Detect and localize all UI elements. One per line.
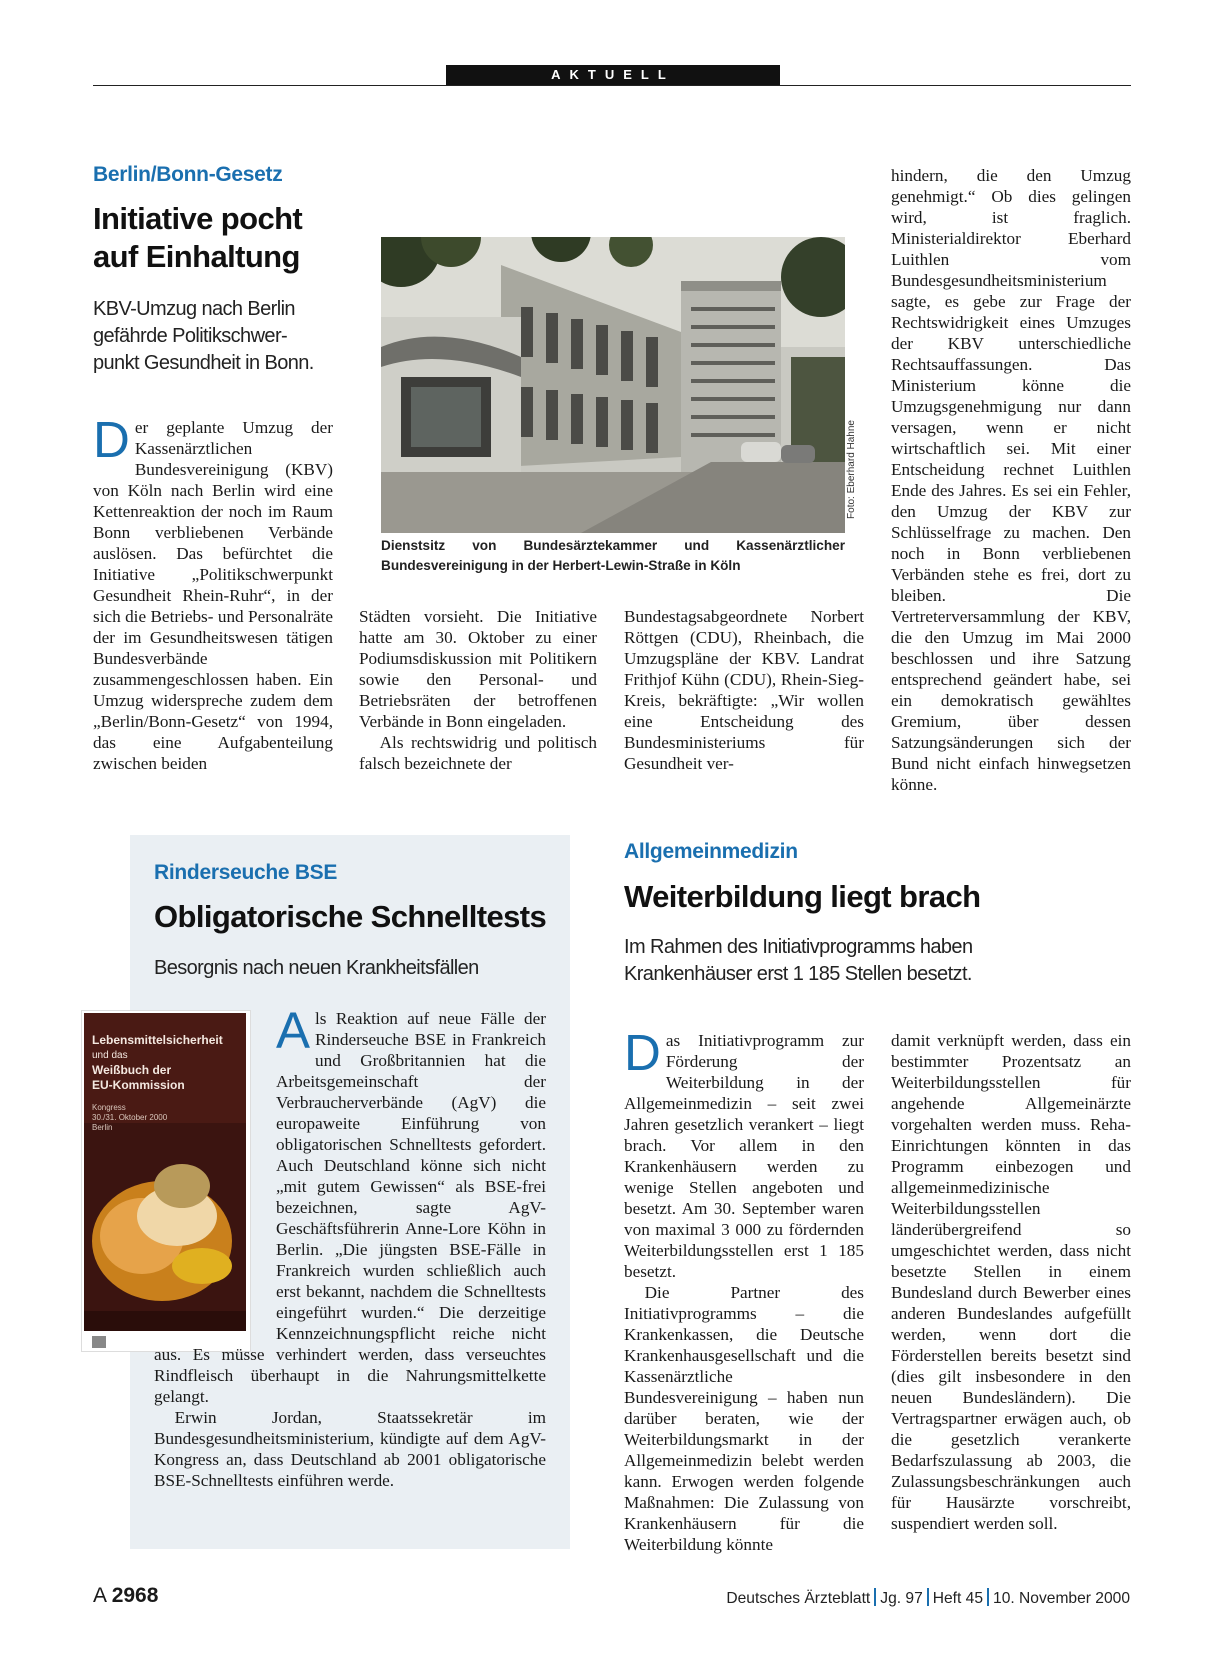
journal-name: Deutsches Ärzteblatt bbox=[726, 1590, 871, 1607]
building-photo bbox=[381, 237, 845, 533]
separator bbox=[874, 1588, 876, 1606]
article1-headline: Initiative pocht auf Einhaltung bbox=[93, 201, 303, 274]
brochure-subline: 30./31. Oktober 2000 bbox=[92, 1113, 168, 1122]
article1-kicker: Berlin/Bonn-Gesetz bbox=[93, 163, 283, 186]
photo-caption: Dienstsitz von Bundesärztekammer und Kassenärztlicher Bundesvereinigung in der Herbert-Lewin-Straße in Köln bbox=[381, 538, 845, 573]
brochure-subline: Kongress bbox=[92, 1103, 126, 1112]
dropcap: D bbox=[624, 1024, 661, 1081]
journal-volume: Jg. 97 bbox=[880, 1590, 923, 1607]
article3-kicker: Allgemeinmedizin bbox=[624, 840, 798, 863]
brochure-title-line: EU-Kommission bbox=[92, 1078, 185, 1092]
article3-column-2: damit verknüpft werden, dass ein bestimmter Prozentsatz an Weiterbildungsstellen für angehende Allgemeinärzte vorgehalten werden muss. Reha-Einrichtungen könnten in das Programm einbezogen und allgemeinmedizinische Weiterbildungsstellen länderübergreifend so umgeschichtet werden, dass nicht besetzte Stellen in einem Bundesland durch Bewerber eines anderen Bundeslandes aufgefüllt werden, wenn dort die Förderstellen bereits besetzt sind (dies gilt insbesondere in den neuen Bundesländern). Die Vertragspartner erwägen auch, ob die gesetzlich verankerte Bedarfszulassung ab 2003, die Zulassungsbeschränkungen auch für Hausärzte vorschreibt, suspendiert werden soll. bbox=[891, 1031, 1131, 1533]
article3-headline: Weiterbildung liegt brach bbox=[624, 879, 981, 914]
journal-date: 10. November 2000 bbox=[993, 1590, 1130, 1607]
section-label: AKTUELL bbox=[446, 65, 780, 85]
header-rule bbox=[93, 85, 1131, 86]
separator bbox=[987, 1588, 989, 1606]
brochure-subline: Berlin bbox=[92, 1123, 113, 1132]
article2-dek: Besorgnis nach neuen Krankheitsfällen bbox=[154, 957, 479, 979]
photo-credit: Foto: Eberhard Hahne bbox=[846, 420, 857, 519]
article1-column-2: Städten vorsieht. Die Initiative hatte am 30. Oktober zu einer Podiumsdiskussion mit Politikern sowie den Personal- und Betriebsräten der betroffenen Verbände in Bonn eingeladen. Als rechtswidrig und politisch falsch bezeichnete der bbox=[359, 607, 597, 773]
journal-info bbox=[726, 1588, 1130, 1608]
brochure-title-line: Lebensmittelsicherheit bbox=[92, 1033, 223, 1047]
article2-body: Als Reaktion auf neue Fälle der Rinderseuche BSE in Frankreich und Großbritannien hat die Arbeitsgemeinschaft der Verbraucherverbände (AgV) die europaweite Einführung von obligatorischen Schnelltests gefordert. Auch Deutschland könne sich nicht „mit gutem Gewissen“ als BSE-frei bezeichnen, sagte AgV-Geschäftsführerin Anne-Lore Köhn in Berlin. „Die jüngsten BSE-Fälle in Frankreich wurden schließlich auch erst bekannt, nachdem die Schnelltests eingeführt wurden.“ Die derzeitige Kennzeichnungspflicht reiche nicht aus. Es müsse verhindert werden, dass verseuchtes Rindfleisch überhaupt in die Nahrungsmittelkette gelangt. Erwin Jordan, Staatssekretär im Bundesgesundheitsministerium, kündigte auf dem AgV-Kongress an, dass Deutschland ab 2001 obligatorische BSE-Schnelltests einführen werde. bbox=[154, 1002, 546, 1490]
journal-issue: Heft 45 bbox=[932, 1590, 984, 1607]
page-number: A 2968 bbox=[93, 1584, 159, 1607]
article1-dek: KBV-Umzug nach Berlin gefährde Politikschwer- punkt Gesundheit in Bonn. bbox=[93, 298, 314, 374]
article1-column-3: Bundestagsabgeordnete Norbert Röttgen (CDU), Rheinbach, die Umzugspläne der KBV. Landrat Frithjof Kühn (CDU), Rhein-Sieg-Kreis, bekräftigte: „Wir wollen eine Entscheidung des Bundesministeriums für Gesundheit ver- bbox=[624, 607, 864, 773]
article3-column-1: Das Initiativprogramm zur Förderung der Weiterbildung in der Allgemeinmedizin – seit zwei Jahren gesetzlich verankert – liegt brach. Vor allem in den Krankenhäusern werden zu wenige Stellen angeboten und besetzt. Am 30. September waren von maximal 3 000 zu fördernden Weiterbildungsstellen erst 1 185 besetzt. Die Partner des Initiativprogramms – die Krankenkassen, die Deutsche Krankenhausgesellschaft und die Kassenärztliche Bundesvereinigung – haben nun darüber beraten, wie der Weiterbildungsmarkt in der Allgemeinmedizin belebt werden kann. Erwogen werden folgende Maßnahmen: Die Zulassung von Krankenhäusern für die Weiterbildung könnte bbox=[624, 1024, 864, 1554]
brochure-title-line: und das bbox=[92, 1050, 128, 1061]
article2-kicker: Rinderseuche BSE bbox=[154, 861, 338, 884]
brochure-title-line: Weißbuch der bbox=[92, 1063, 172, 1077]
separator bbox=[927, 1588, 929, 1606]
article1-column-1: Der geplante Umzug der Kassenärztlichen Bundesvereinigung (KBV) von Köln nach Berlin wird eine Kettenreaktion der noch im Raum Bonn verbliebenen Verbände auslösen. Das befürchtet die Initiative „Politikschwerpunkt Gesundheit Rhein-Ruhr“, in der sich die Betriebs- und Personalräte der im Gesundheitswesen tätigen Bundesverbände zusammengeschlossen haben. Ein Umzug widerspreche zudem dem „Berlin/Bonn-Gesetz“ von 1994, das eine Aufgabenteilung zwischen beiden bbox=[93, 411, 333, 773]
article1-column-4: hindern, die den Umzug genehmigt.“ Ob dies gelingen wird, ist fraglich. Ministerialdirektor Eberhard Luithlen vom Bundesgesundheitsministerium sagte, es gebe zur Frage der Rechtswidrigkeit eines Umzuges der KBV unterschiedliche Rechtsauffassungen. Das Ministerium könne die Umzugsgenehmigung nur dann versagen, wenn er nicht wirtschaftlich sei. Mit einer Entscheidung rechnet Luithlen Ende des Jahres. Es sei ein Fehler, den Umzug der KBV zur Schlüsselfrage zu machen. Den noch in Bonn verbliebenen Verbänden stehe es frei, dort zu bleiben. Die Vertreterversammlung der KBV, die den Umzug im Mai 2000 beschlossen und ihre Satzung entsprechend geändert habe, sei ein demokratisch gewähltes Gremium, über dessen Satzungsänderungen sich der Bund nicht einfach hinwegsetzen könne. bbox=[891, 166, 1131, 794]
dropcap: A bbox=[276, 1002, 311, 1059]
article2-headline: Obligatorische Schnelltests bbox=[154, 899, 547, 934]
article3-dek: Im Rahmen des Initiativprogramms haben Krankenhäuser erst 1 185 Stellen besetzt. bbox=[624, 936, 973, 985]
dropcap: D bbox=[93, 411, 130, 468]
